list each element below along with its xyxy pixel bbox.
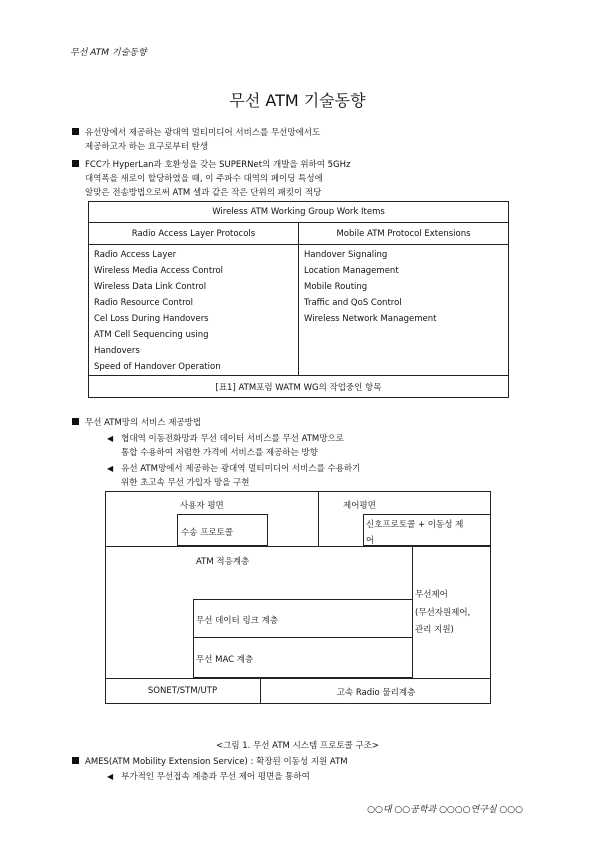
left-triangle-arrow-icon: ◀ (107, 772, 114, 781)
col2-list (299, 245, 509, 376)
ames-sub-item: ◀ 부가적인 무선접속 계층과 무선 제어 평면을 통하여 (107, 772, 310, 782)
list-item: Cel Loss During Handovers (94, 314, 209, 324)
list-item: Wireless Data Link Control (94, 282, 207, 292)
divider (105, 678, 491, 679)
signaling-label-2: 어 (366, 536, 375, 546)
col1-title: Radio Access Layer Protocols (89, 223, 299, 245)
control-plane-label: 제어평면 (343, 501, 376, 511)
table-caption: [표1] ATM포럼 WATM WG의 작업중인 항목 (89, 376, 509, 398)
footer-affiliation: ○○대 ○○공학과 ○○○○연구실 ○○○ (367, 805, 523, 815)
wireless-dlc-label: 무선 데이터 링크 계층 (196, 616, 279, 626)
divider (193, 637, 413, 638)
divider (318, 491, 319, 546)
list-item: Handovers (94, 346, 140, 356)
ames-bullet: AMES(ATM Mobility Extension Service) : 확장된 이동성 지원 ATM (72, 755, 348, 769)
intro-bullet-1: 유선망에서 제공하는 광대역 멀티미디어 서비스를 무선망에서도 (72, 126, 320, 140)
service-item-2: ◀ 유선 ATM망에서 제공하는 광대역 멀티미디어 서비스를 수용하기 (107, 464, 361, 474)
list-item: Location Management (304, 266, 399, 276)
square-bullet-icon (72, 160, 79, 167)
table-header: Wireless ATM Working Group Work Items (89, 202, 509, 223)
signaling-label-1: 신호프로토콜 + 이동성 제 (366, 520, 464, 530)
figure-caption: <그림 1. 무선 ATM 시스템 프로토콜 구조> (216, 741, 379, 751)
list-item: ATM Cell Sequencing using (94, 330, 209, 340)
list-item: Wireless Media Access Control (94, 266, 224, 276)
intro-bullet-2-cont-2: 알맞은 전송방법으로써 ATM 셀과 같은 작은 단위의 패킷이 적당 (85, 188, 322, 198)
wireless-mac-label: 무선 MAC 계층 (196, 655, 254, 665)
left-triangle-arrow-icon: ◀ (107, 434, 114, 443)
list-item: Wireless Network Management (304, 314, 437, 324)
list-item: Speed of Handover Operation (94, 362, 221, 372)
sonet-label: SONET/STM/UTP (147, 686, 218, 696)
square-bullet-icon (72, 418, 79, 425)
list-item: Traffic and QoS Control (304, 298, 402, 308)
list-item: Handover Signaling (304, 250, 388, 260)
radio-phy-label: 고속 Radio 물리계층 (336, 688, 416, 698)
list-item: Radio Resource Control (94, 298, 193, 308)
wireless-control-label-2: (무선자원제어, (415, 608, 471, 618)
service-item-2-cont: 위한 초고속 무선 가입자 망을 구현 (121, 478, 250, 488)
wireless-control-label-1: 무선제어 (415, 590, 448, 600)
atm-adaptation-label: ATM 적응계층 (196, 557, 250, 567)
list-item: Mobile Routing (304, 282, 368, 292)
user-plane-label: 사용자 평면 (180, 501, 224, 511)
square-bullet-icon (72, 128, 79, 135)
wireless-control-label-3: 관리 지원) (415, 625, 454, 635)
list-item: Radio Access Layer (94, 250, 177, 260)
intro-bullet-2-cont-1: 대역폭을 새로이 할당하였을 때, 이 주파수 대역의 페이딩 특성에 (85, 174, 323, 184)
page-title: 무선 ATM 기술동향 (229, 91, 366, 110)
watm-work-items-table (88, 201, 509, 398)
square-bullet-icon (72, 757, 79, 764)
running-header: 무선 ATM 기술동향 (70, 48, 147, 58)
intro-bullet-1-cont: 제공하고자 하는 요구로부터 탄생 (85, 142, 209, 152)
left-triangle-arrow-icon: ◀ (107, 464, 114, 473)
service-item-1: ◀ 협대역 이동전화망과 무선 데이터 서비스를 무선 ATM망으로 (107, 434, 344, 444)
service-item-1-cont: 통합 수용하여 저렴한 가격에 서비스를 제공하는 방향 (121, 448, 318, 458)
wireless-layers-box (193, 599, 413, 678)
col1-list (89, 245, 299, 376)
transport-protocol-label: 수송 프로토콜 (181, 528, 233, 538)
divider (105, 546, 491, 547)
service-heading: 무선 ATM망의 서비스 제공방법 (72, 416, 201, 430)
col2-title: Mobile ATM Protocol Extensions (299, 223, 509, 245)
intro-bullet-2: FCC가 HyperLan과 호환성을 갖는 SUPERNet의 개발을 위하여 5GHz (72, 158, 351, 172)
